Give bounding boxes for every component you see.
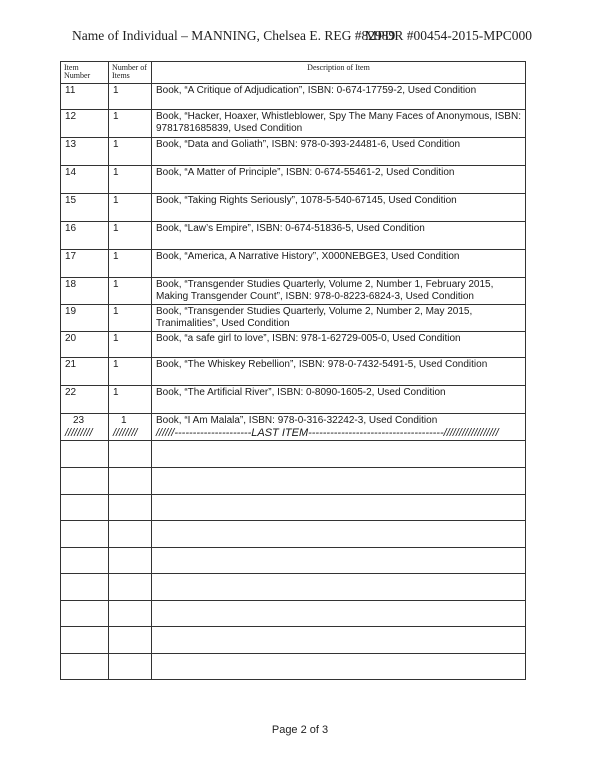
table-row bbox=[61, 110, 526, 138]
item-count-text: 1 bbox=[121, 415, 127, 426]
empty-table-row bbox=[61, 600, 526, 627]
item-number-cell: 19 bbox=[61, 305, 109, 332]
empty-cell bbox=[109, 521, 152, 548]
table-row bbox=[61, 278, 526, 305]
item-number-cell: 11 bbox=[61, 84, 109, 110]
item-number-cell: 22 bbox=[61, 386, 109, 414]
item-number-cell: 20 bbox=[61, 332, 109, 358]
item-count-cell: 1 bbox=[109, 110, 152, 138]
empty-cell bbox=[61, 600, 109, 627]
item-number-cell: 14 bbox=[61, 166, 109, 194]
item-description-cell: Book, “A Critique of Adjudication”, ISBN: 0-674-17759-2, Used Condition bbox=[152, 84, 526, 110]
column-header-item-number: Item Number bbox=[61, 62, 109, 84]
empty-cell bbox=[152, 574, 526, 601]
empty-table-row bbox=[61, 653, 526, 680]
empty-cell bbox=[152, 521, 526, 548]
item-number-cell bbox=[61, 414, 109, 441]
column-header-number-of-items: Number of Items bbox=[109, 62, 152, 84]
table-row bbox=[61, 138, 526, 166]
item-description-cell: Book, “America, A Narrative History”, X000NEBGE3, Used Condition bbox=[152, 250, 526, 278]
item-number-cell: 21 bbox=[61, 358, 109, 386]
empty-cell bbox=[109, 653, 152, 680]
item-count-cell: 1 bbox=[109, 194, 152, 222]
item-description-cell: Book, “Transgender Studies Quarterly, Volume 2, Number 2, May 2015, Tranimalities”, Used Condition bbox=[152, 305, 526, 332]
last-item-slashes: ///////// bbox=[65, 427, 93, 439]
item-count-cell: 1 bbox=[109, 166, 152, 194]
table-row bbox=[61, 414, 526, 441]
item-number-cell: 16 bbox=[61, 222, 109, 250]
item-description-cell: Book, “a safe girl to love”, ISBN: 978-1-62729-005-0, Used Condition bbox=[152, 332, 526, 358]
empty-cell bbox=[109, 600, 152, 627]
item-number-cell: 17 bbox=[61, 250, 109, 278]
table-row bbox=[61, 332, 526, 358]
empty-cell bbox=[61, 574, 109, 601]
empty-cell bbox=[152, 547, 526, 574]
item-number-text: 23 bbox=[73, 415, 85, 426]
item-count-cell: 1 bbox=[109, 222, 152, 250]
table-row bbox=[61, 166, 526, 194]
empty-table-row bbox=[61, 441, 526, 468]
empty-table-row bbox=[61, 468, 526, 495]
table-row bbox=[61, 250, 526, 278]
item-description-cell bbox=[152, 414, 526, 441]
property-items-table bbox=[60, 61, 526, 680]
empty-cell bbox=[109, 627, 152, 654]
empty-cell bbox=[61, 653, 109, 680]
empty-table-row bbox=[61, 494, 526, 521]
item-description-text: Book, “I Am Malala”, ISBN: 978-0-316-32242-3, Used Condition bbox=[156, 415, 438, 426]
table-row bbox=[61, 305, 526, 332]
empty-cell bbox=[109, 574, 152, 601]
item-count-cell: 1 bbox=[109, 305, 152, 332]
last-item-slashes: //////// bbox=[113, 427, 138, 439]
empty-table-row bbox=[61, 627, 526, 654]
last-item-marker: //////---------------------LAST ITEM-------------------------------------////////////////// bbox=[156, 427, 499, 439]
empty-cell bbox=[152, 441, 526, 468]
item-description-cell: Book, “A Matter of Principle”, ISBN: 0-674-55461-2, Used Condition bbox=[152, 166, 526, 194]
empty-cell bbox=[109, 494, 152, 521]
page-number: Page 2 of 3 bbox=[271, 724, 329, 736]
item-description-cell: Book, “Data and Goliath”, ISBN: 978-0-393-24481-6, Used Condition bbox=[152, 138, 526, 166]
item-description-cell: Book, “The Whiskey Rebellion”, ISBN: 978-0-7432-5491-5, Used Condition bbox=[152, 358, 526, 386]
column-header-description: Description of Item bbox=[152, 62, 526, 84]
table-row bbox=[61, 84, 526, 110]
item-description-cell: Book, “Transgender Studies Quarterly, Volume 2, Number 1, February 2015, Making Transgender Count”, ISBN: 978-0-8223-6824-3, Used Condition bbox=[152, 278, 526, 305]
empty-cell bbox=[61, 494, 109, 521]
empty-cell bbox=[61, 521, 109, 548]
item-number-cell: 13 bbox=[61, 138, 109, 166]
table-row bbox=[61, 222, 526, 250]
empty-cell bbox=[109, 547, 152, 574]
page-header bbox=[72, 28, 532, 48]
item-count-cell: 1 bbox=[109, 358, 152, 386]
empty-cell bbox=[152, 600, 526, 627]
item-count-cell: 1 bbox=[109, 84, 152, 110]
empty-cell bbox=[152, 653, 526, 680]
item-number-cell: 12 bbox=[61, 110, 109, 138]
empty-cell bbox=[61, 468, 109, 495]
item-count-cell: 1 bbox=[109, 138, 152, 166]
item-description-cell: Book, “Law’s Empire”, ISBN: 0-674-51836-5, Used Condition bbox=[152, 222, 526, 250]
item-count-cell: 1 bbox=[109, 278, 152, 305]
empty-cell bbox=[152, 627, 526, 654]
empty-table-row bbox=[61, 574, 526, 601]
item-number-cell: 18 bbox=[61, 278, 109, 305]
empty-cell bbox=[61, 441, 109, 468]
empty-table-row bbox=[61, 521, 526, 548]
table-row bbox=[61, 386, 526, 414]
item-description-cell: Book, “Taking Rights Seriously”, 1078-5-540-67145, Used Condition bbox=[152, 194, 526, 222]
item-count-cell: 1 bbox=[109, 332, 152, 358]
item-number-cell: 15 bbox=[61, 194, 109, 222]
table-row bbox=[61, 194, 526, 222]
empty-cell bbox=[152, 494, 526, 521]
empty-cell bbox=[109, 441, 152, 468]
empty-cell bbox=[61, 547, 109, 574]
table-header-row bbox=[61, 62, 526, 84]
item-count-cell bbox=[109, 414, 152, 441]
item-description-cell: Book, “Hacker, Hoaxer, Whistleblower, Spy The Many Faces of Anonymous, ISBN: 9781781685839, Used Condition bbox=[152, 110, 526, 138]
individual-name: Name of Individual – MANNING, Chelsea E. REG #82989 bbox=[72, 28, 396, 43]
item-description-cell: Book, “The Artificial River”, ISBN: 0-8090-1605-2, Used Condition bbox=[152, 386, 526, 414]
item-count-cell: 1 bbox=[109, 386, 152, 414]
empty-cell bbox=[61, 627, 109, 654]
document-number: MPDR #00454-2015-MPC000 bbox=[365, 28, 532, 43]
table-row bbox=[61, 358, 526, 386]
empty-table-row bbox=[61, 547, 526, 574]
empty-cell bbox=[109, 468, 152, 495]
empty-cell bbox=[152, 468, 526, 495]
item-count-cell: 1 bbox=[109, 250, 152, 278]
